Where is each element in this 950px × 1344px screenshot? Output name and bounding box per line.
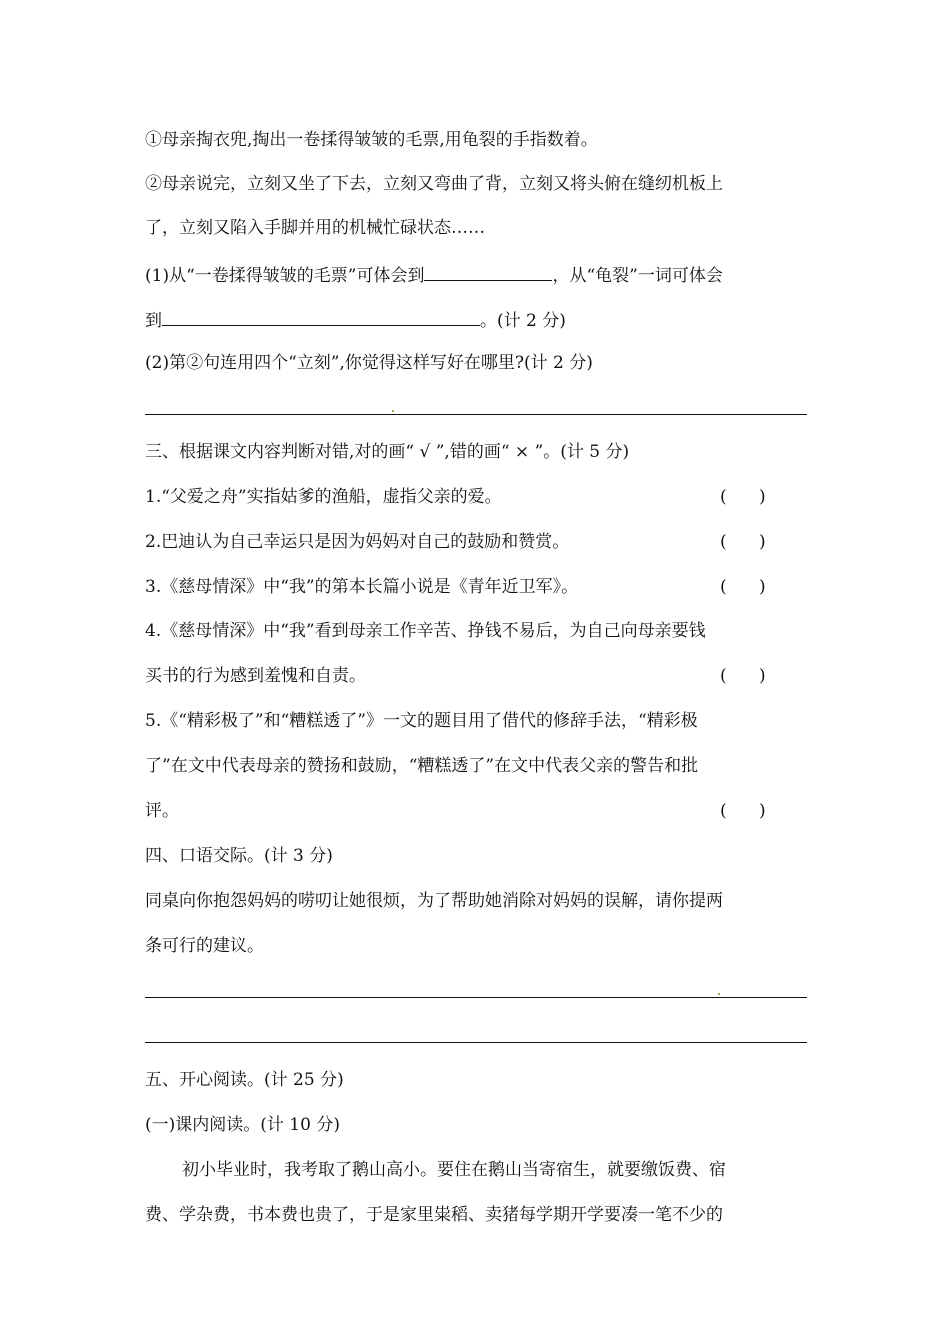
- sub-question-1-suffix: ，从“龟裂”一词可体会: [552, 266, 723, 286]
- reading-paragraph-line-1: 初小毕业时，我考取了鹅山高小。要住在鹅山当寄宿生，就要缴饭费、宿: [182, 1160, 726, 1180]
- judge-item-5-line-3: 评。: [145, 801, 179, 821]
- sub-question-1-line-2: [145, 307, 566, 332]
- answer-line-sub-2[interactable]: [145, 414, 807, 415]
- answer-blank-1[interactable]: [424, 262, 552, 281]
- section-5-sub-heading: (一)课内阅读。(计 10 分): [145, 1115, 340, 1135]
- section-4-prompt-line-1: 同桌向你抱怨妈妈的唠叨让她很烦，为了帮助她消除对妈妈的误解，请你提两: [145, 891, 723, 911]
- judge-item-5-line-2: 了”在文中代表母亲的赞扬和鼓励，“糟糕透了”在文中代表父亲的警告和批: [145, 756, 699, 776]
- judge-item-2: 2.巴迪认为自己幸运只是因为妈妈对自己的鼓励和赞赏。: [145, 532, 570, 552]
- judge-item-3: 3.《慈母情深》中“我”的第本长篇小说是《青年近卫军》。: [145, 577, 579, 597]
- sub-question-2: (2)第②句连用四个“立刻”,你觉得这样写好在哪里?(计 2 分): [145, 353, 593, 373]
- section-4-prompt-line-2: 条可行的建议。: [145, 936, 264, 956]
- sub-question-1-line-1: [145, 262, 723, 287]
- judge-answer-2[interactable]: ( ): [720, 532, 766, 552]
- speck: [392, 410, 394, 412]
- section-5-heading: 五、开心阅读。(计 25 分): [145, 1070, 344, 1090]
- judge-item-5-line-1: 5.《“精彩极了”和“糟糕透了”》一文的题目用了借代的修辞手法，“精彩极: [145, 711, 698, 731]
- judge-item-1: 1.“父爱之舟”实指姑爹的渔船，虚指父亲的爱。: [145, 487, 502, 507]
- speck: [718, 993, 720, 995]
- answer-line-section-4-b[interactable]: [145, 1042, 807, 1043]
- sub-question-1-prefix-2: 到: [145, 311, 162, 331]
- sub-question-1-prefix: (1)从“一卷揉得皱皱的毛票”可体会到: [145, 266, 425, 286]
- sentence-1: ①母亲掏衣兜,掏出一卷揉得皱皱的毛票,用龟裂的手指数着。: [145, 130, 598, 150]
- answer-line-section-4-a[interactable]: [145, 997, 807, 998]
- judge-item-4-line-2: 买书的行为感到羞愧和自责。: [145, 666, 366, 686]
- section-4-heading: 四、口语交际。(计 3 分): [145, 846, 333, 866]
- judge-answer-1[interactable]: ( ): [720, 487, 766, 507]
- judge-item-4-line-1: 4.《慈母情深》中“我”看到母亲工作辛苦、挣钱不易后，为自己向母亲要钱: [145, 621, 706, 641]
- sentence-2-line-1: ②母亲说完，立刻又坐了下去，立刻又弯曲了背，立刻又将头俯在缝纫机板上: [145, 174, 723, 194]
- sentence-2-line-2: 了，立刻又陷入手脚并用的机械忙碌状态……: [145, 218, 485, 238]
- answer-blank-2[interactable]: [162, 307, 480, 326]
- judge-answer-4[interactable]: ( ): [720, 666, 766, 686]
- judge-answer-5[interactable]: ( ): [720, 801, 766, 821]
- reading-paragraph-line-2: 费、学杂费，书本费也贵了，于是家里粜稻、卖猪每学期开学要凑一笔不少的: [145, 1205, 723, 1225]
- sub-question-1-points: 。(计 2 分): [480, 311, 566, 331]
- judge-answer-3[interactable]: ( ): [720, 577, 766, 597]
- section-3-heading: 三、根据课文内容判断对错,对的画“ √ ”,错的画“ × ”。(计 5 分): [145, 442, 630, 462]
